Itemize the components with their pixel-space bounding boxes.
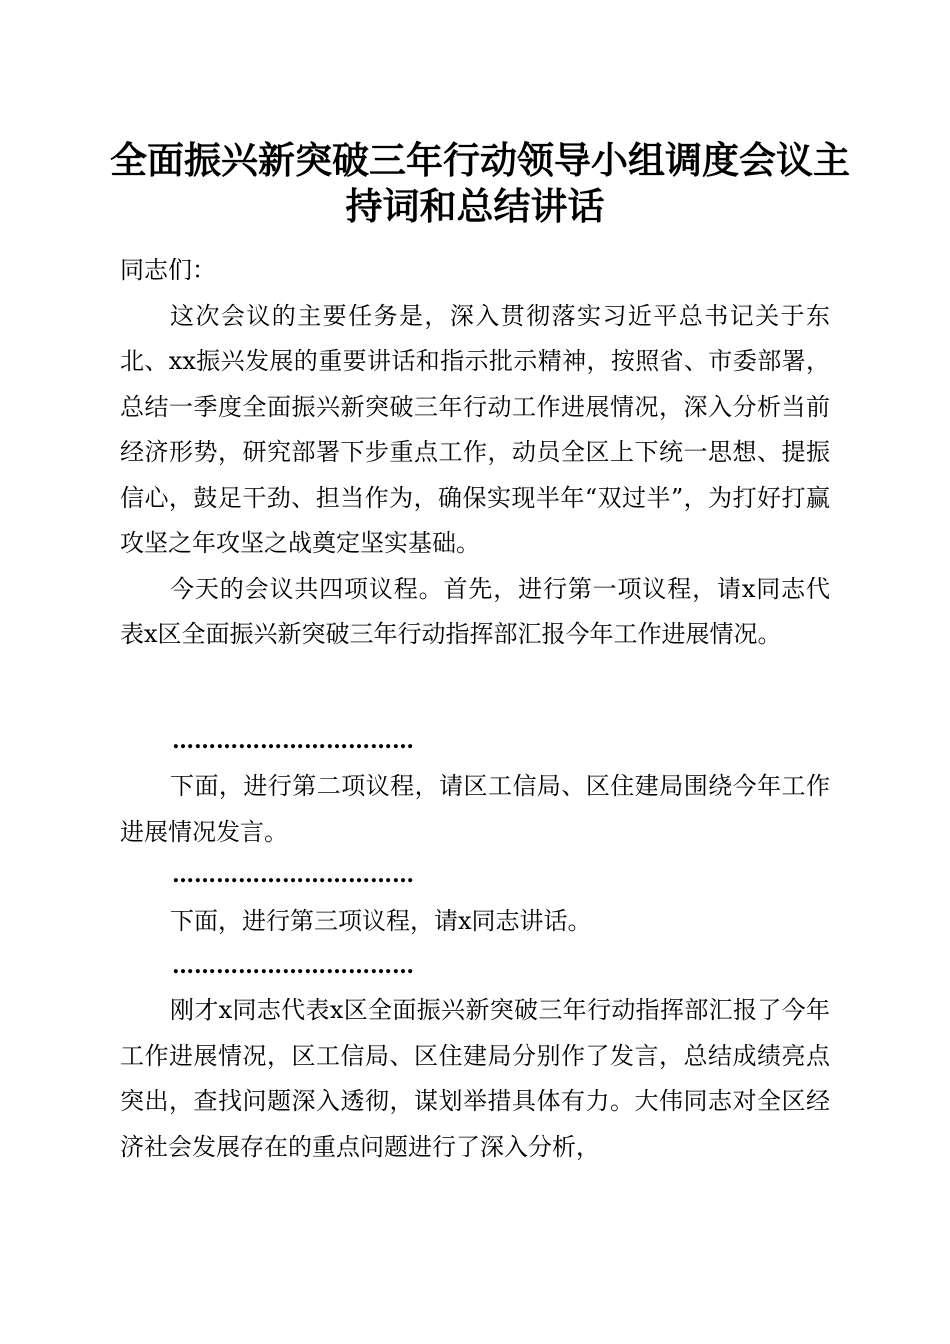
ellipsis-separator-2: …………………………… xyxy=(172,862,414,888)
paragraph-meeting-tasks: 这次会议的主要任务是，深入贯彻落实习近平总书记关于东北、xx振兴发展的重要讲话和指示批示精神，按照省、市委部署，总结一季度全面振兴新突破三年行动工作进展情况，深入分析当前经济形势，研究部署下步重点工作，动员全区上下统一思想、提振信心，鼓足干劲、担当作为，确保实现半年“双过半”，为打好打赢攻坚之年攻坚之战奠定坚实基础。 xyxy=(120,301,830,557)
salutation: 同志们： xyxy=(120,256,216,284)
paragraph-summary: 刚才x同志代表x区全面振兴新突破三年行动指挥部汇报了今年工作进展情况，区工信局、区住建局分别作了发言，总结成绩亮点突出，查找问题深入透彻，谋划举措具体有力。大伟同志对全区经济社会发展存在的重点问题进行了深入分析， xyxy=(120,996,830,1161)
document-title-line-1: 全面振兴新突破三年行动领导小组调度会议主 xyxy=(110,138,850,182)
ellipsis-separator-1: …………………………… xyxy=(172,728,414,754)
document-body-section-1 xyxy=(120,248,830,658)
document-title-line-2: 持词和总结讲话 xyxy=(345,184,605,228)
ellipsis-separator-3: …………………………… xyxy=(172,953,414,979)
document-body-section-3 xyxy=(120,899,830,945)
document-body-section-4 xyxy=(120,988,830,1170)
paragraph-agenda-item-3: 下面，进行第三项议程，请x同志讲话。 xyxy=(170,907,592,935)
document-body-section-2 xyxy=(120,764,830,855)
paragraph-agenda-item-2: 下面，进行第二项议程，请区工信局、区住建局围绕今年工作进展情况发言。 xyxy=(120,772,830,846)
paragraph-agenda-item-1: 今天的会议共四项议程。首先，进行第一项议程，请x同志代表x区全面振兴新突破三年行动指挥部汇报今年工作进展情况。 xyxy=(120,574,830,648)
